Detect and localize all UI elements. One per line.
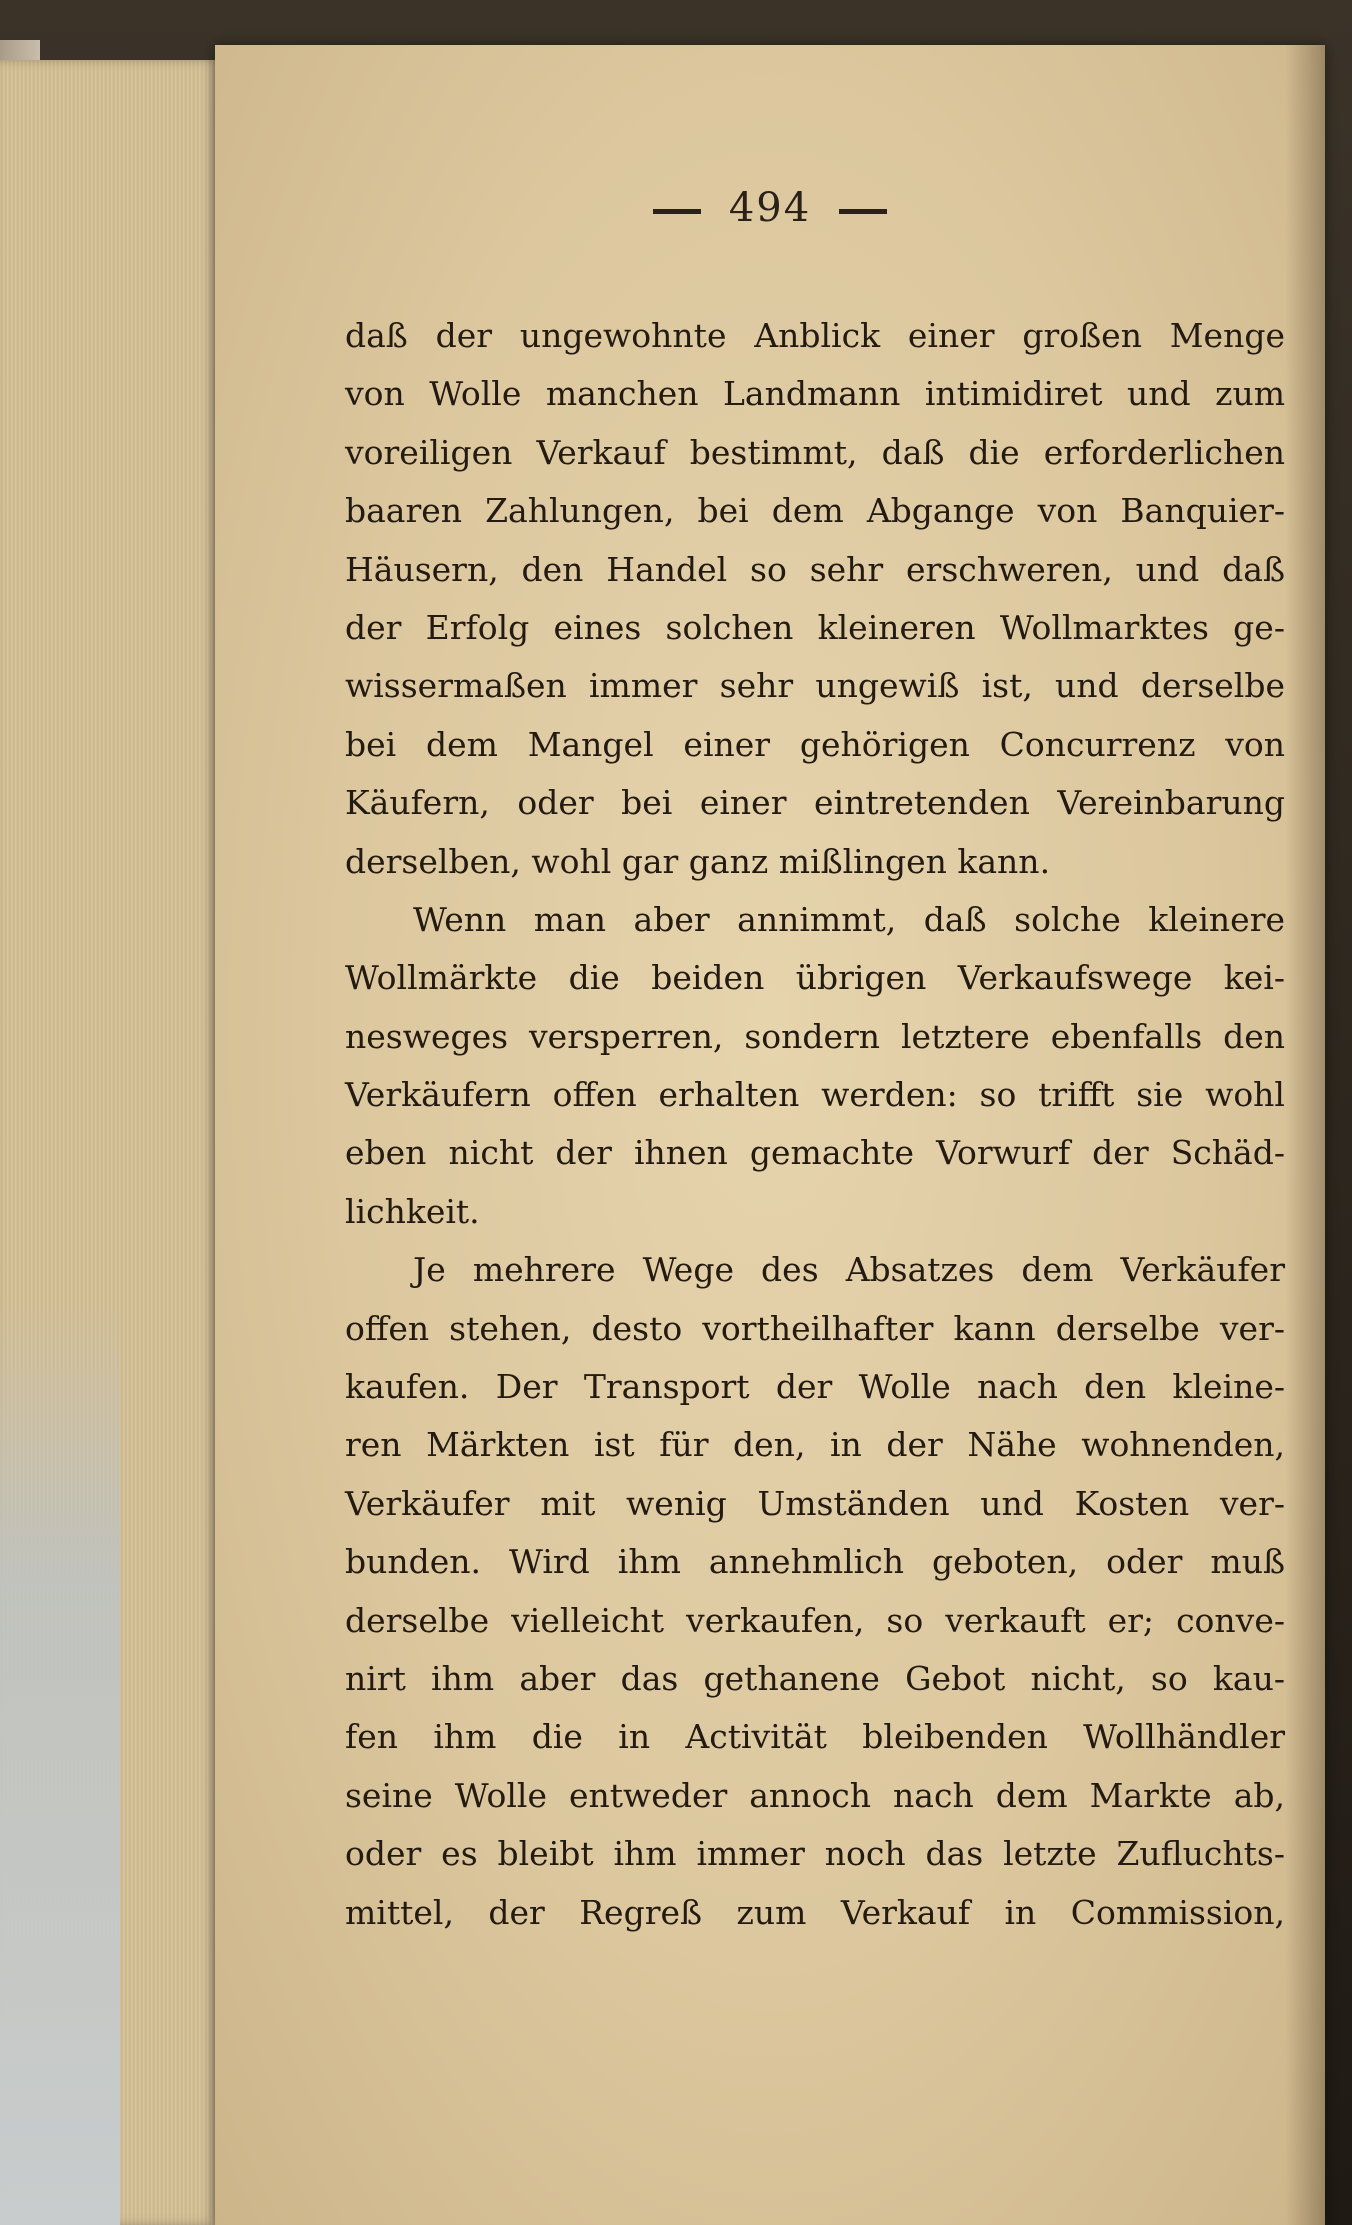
text-line: der Erfolg eines solchen kleineren Wollmarktes ge- <box>345 607 1285 647</box>
header-dash-right <box>839 209 887 214</box>
text-line: wissermaßen immer sehr ungewiß ist, und derselbe <box>345 666 1285 706</box>
text-line: baaren Zahlungen, bei dem Abgange von Banquier- <box>345 491 1285 531</box>
text-line: bei dem Mangel einer gehörigen Concurrenz von <box>345 724 1285 764</box>
text-line: Käufern, oder bei einer eintretenden Vereinbarung <box>345 783 1285 823</box>
page-header <box>215 185 1325 231</box>
text-line: ren Märkten ist für den, in der Nähe wohnenden, <box>345 1425 1285 1465</box>
text-line: Verkäufer mit wenig Umständen und Kosten ver- <box>345 1483 1285 1523</box>
text-line: derselben, wohl gar ganz mißlingen kann. <box>345 841 1051 881</box>
text-line: voreiligen Verkauf bestimmt, daß die erforderlichen <box>345 432 1285 472</box>
text-line: fen ihm die in Activität bleibenden Wollhändler <box>345 1717 1285 1757</box>
text-line: eben nicht der ihnen gemachte Vorwurf der Schäd- <box>345 1133 1285 1173</box>
text-line: bunden. Wird ihm annehmlich geboten, oder muß <box>345 1542 1285 1582</box>
text-line: derselbe vielleicht verkaufen, so verkauft er; conve- <box>345 1600 1285 1640</box>
text-line: Je mehrere Wege des Absatzes dem Verkäufer <box>413 1250 1285 1290</box>
body-text <box>345 307 1285 1942</box>
text-line: Verkäufern offen erhalten werden: so trifft sie wohl <box>345 1075 1285 1115</box>
text-line: kaufen. Der Transport der Wolle nach den kleine- <box>345 1367 1285 1407</box>
page-stack-fade <box>0 1300 120 2225</box>
text-line: Häusern, den Handel so sehr erschweren, und daß <box>345 549 1285 589</box>
text-line: mittel, der Regreß zum Verkauf in Commission, <box>345 1892 1285 1932</box>
book-page <box>215 45 1325 2225</box>
text-line: lichkeit. <box>345 1191 480 1231</box>
text-line: von Wolle manchen Landmann intimidiret und zum <box>345 374 1285 414</box>
text-line: offen stehen, desto vortheilhafter kann derselbe ver- <box>345 1308 1285 1348</box>
text-line: nesweges versperren, sondern letztere ebenfalls den <box>345 1016 1285 1056</box>
text-line: Wollmärkte die beiden übrigen Verkaufswege kei- <box>345 958 1285 998</box>
text-line: Wenn man aber annimmt, daß solche kleinere <box>413 899 1285 939</box>
text-line: daß der ungewohnte Anblick einer großen Menge <box>345 316 1285 355</box>
text-line: nirt ihm aber das gethanene Gebot nicht, so kau- <box>345 1658 1285 1698</box>
text-line: oder es bleibt ihm immer noch das letzte Zufluchts- <box>345 1834 1285 1874</box>
header-dash-left <box>653 209 701 214</box>
page-number: 494 <box>728 185 812 231</box>
text-line: seine Wolle entweder annoch nach dem Markte ab, <box>345 1775 1285 1815</box>
